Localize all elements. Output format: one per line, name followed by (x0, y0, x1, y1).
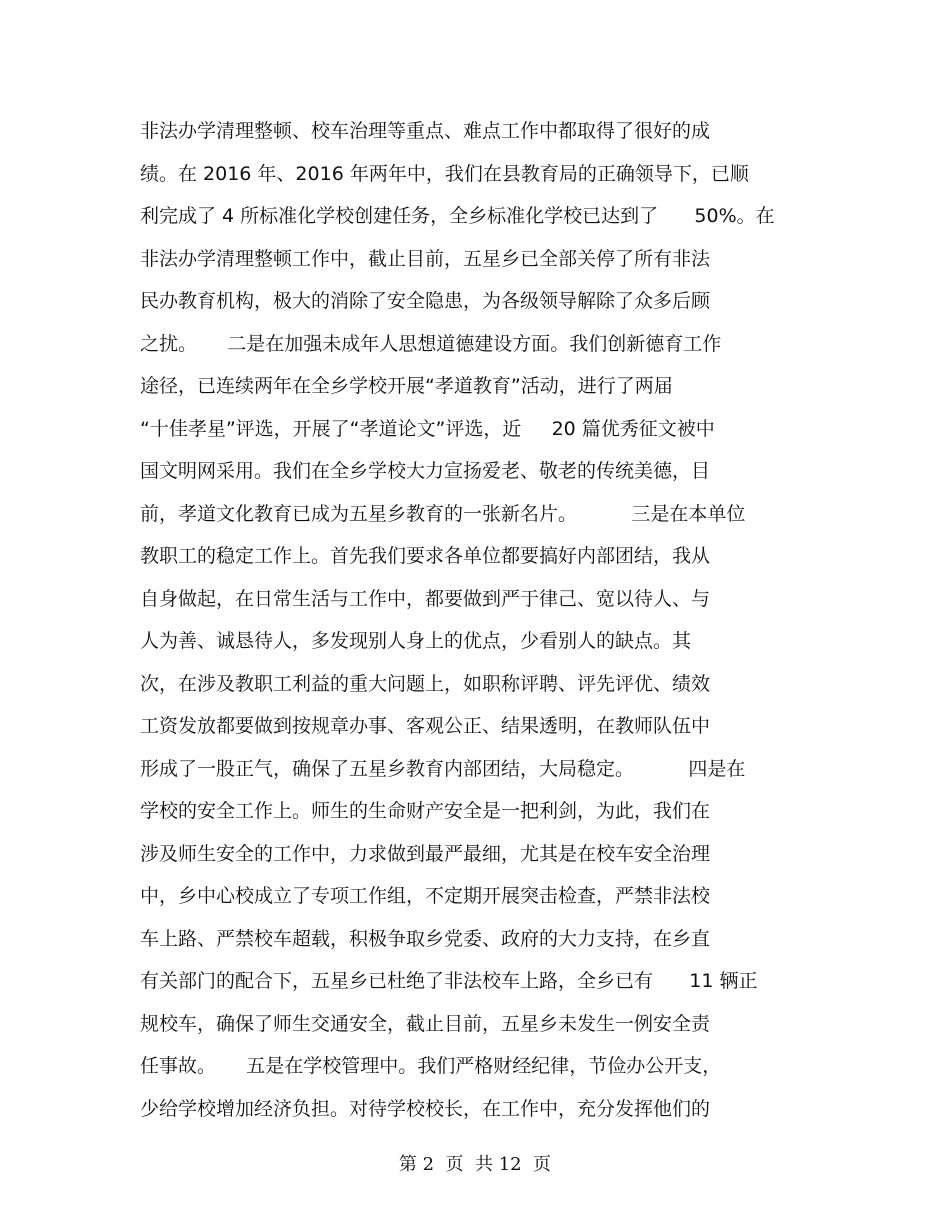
text-line: 有关部门的配合下，五星乡已杜绝了非法校车上路，全乡已有 11 辆正 (140, 970, 758, 992)
text-line: 任事故。 五是在学校管理中。我们严格财经纪律，节俭办公开支， (140, 1055, 722, 1077)
text-line: 少给学校增加经济负担。对待学校校长，在工作中，充分发挥他们的 (140, 1097, 711, 1120)
text-line: 涉及师生安全的工作中，力求做到最严最细，尤其是在校车安全治理 (140, 842, 711, 865)
text-line: 次，在涉及教职工利益的重大问题上，如职称评聘、评先评优、绩效 (140, 672, 711, 695)
text-line: 利完成了 4 所标准化学校创建任务，全乡标准化学校已达到了 50%。在 (140, 205, 775, 227)
text-line: 前，孝道文化教育已成为五星乡教育的一张新名片。 三是在本单位 (140, 502, 746, 525)
text-line: 工资发放都要做到按规章办事、客观公正、结果透明，在教师队伍中 (140, 715, 711, 737)
text-line: 形成了一股正气，确保了五星乡教育内部团结，大局稳定。 四是在 (140, 757, 746, 780)
text-line: 绩。在 2016 年、2016 年两年中，我们在县教育局的正确领导下，已顺 (140, 162, 749, 185)
text-line: 途径，已连续两年在全乡学校开展“孝道教育”活动，进行了两届 (140, 375, 673, 397)
text-line: 国文明网采用。我们在全乡学校大力宣扬爱老、敬老的传统美德，目 (140, 460, 711, 482)
text-line: 学校的安全工作上。师生的生命财产安全是一把利剑，为此，我们在 (140, 800, 711, 822)
text-line: 中，乡中心校成立了专项工作组，不定期开展突击检查，严禁非法校 (140, 885, 711, 907)
text-line: 教职工的稳定工作上。首先我们要求各单位都要搞好内部团结，我从 (140, 545, 711, 567)
text-line: 人为善、诚恳待人，多发现别人身上的优点，少看别人的缺点。其 (140, 630, 692, 652)
text-line: 规校车，确保了师生交通安全，截止目前，五星乡未发生一例安全责 (140, 1012, 711, 1035)
text-line: 民办教育机构，极大的消除了安全隐患，为各级领导解除了众多后顾 (140, 290, 711, 312)
body-text (140, 110, 830, 1130)
text-line: 自身做起，在日常生活与工作中，都要做到严于律己、宽以待人、与 (140, 587, 711, 610)
text-line: 之扰。 二是在加强未成年人思想道德建设方面。我们创新德育工作 (140, 332, 722, 355)
page-number-footer: 第 2 页 共 12 页 (398, 1154, 552, 1175)
text-line: 非法办学清理整顿工作中，截止目前，五星乡已全部关停了所有非法 (140, 247, 711, 270)
text-line: 车上路、严禁校车超载，积极争取乡党委、政府的大力支持，在乡直 (140, 927, 711, 950)
text-line: 非法办学清理整顿、校车治理等重点、难点工作中都取得了很好的成 (140, 120, 711, 142)
text-line: “十佳孝星”评选，开展了“孝道论文”评选，近 20 篇优秀征文被中 (140, 417, 715, 440)
